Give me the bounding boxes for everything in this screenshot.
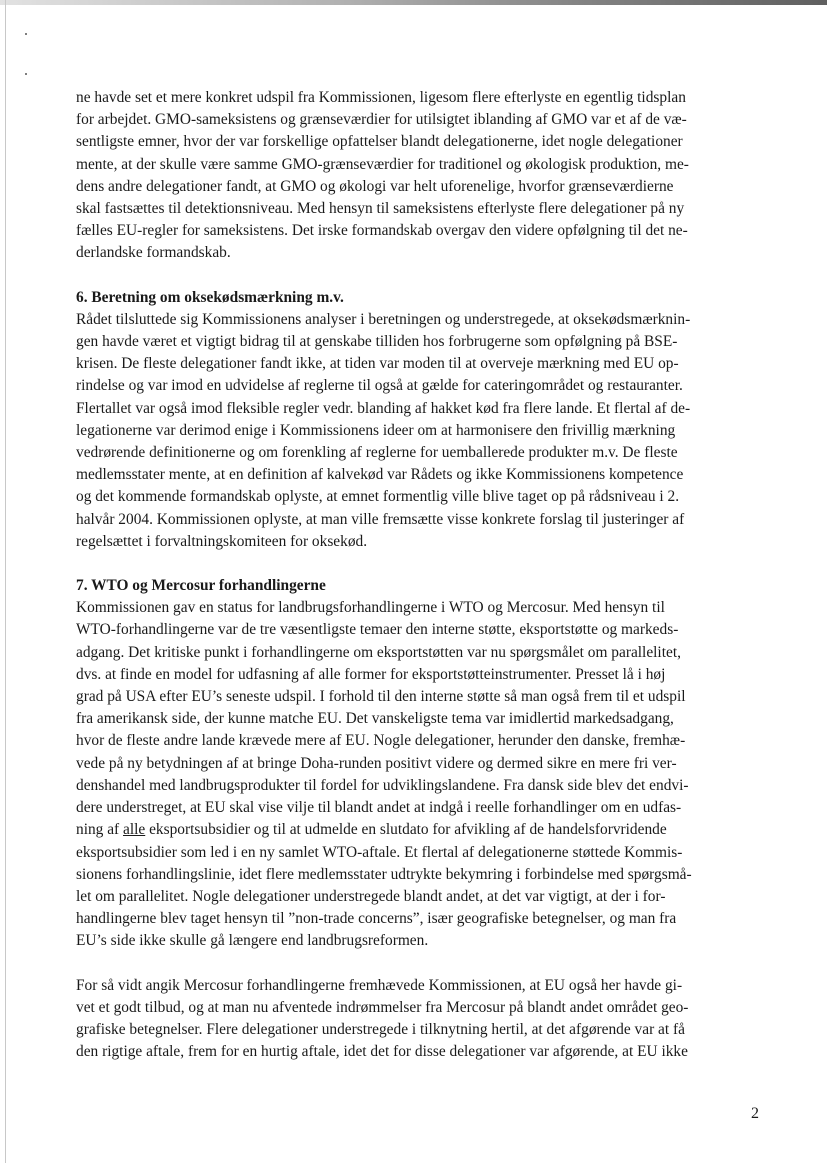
text-line: dens andre delegationer fandt, at GMO og økologi var helt uforenelige, hvorfor grænseværdierne — [76, 177, 674, 195]
text-line: Rådet tilsluttede sig Kommissionens analyser i beretningen og understregede, at oksekødsmærknin- — [76, 310, 691, 328]
underlined-word: alle — [123, 821, 146, 839]
page-number: 2 — [751, 1105, 759, 1122]
scan-border-left — [5, 0, 6, 1163]
scan-speck — [25, 73, 27, 75]
section-6-heading: 6. Beretning om oksekødsmærkning m.v. — [76, 288, 344, 306]
text-line: halvår 2004. Kommissionen oplyste, at man ville fremsætte visse konkrete forslag til justeringer af — [76, 510, 685, 528]
text-line: Flertallet var også imod fleksible regler vedr. blanding af hakket kød fra flere lande. Et flertal af de- — [76, 399, 691, 417]
text-line: vet et godt tilbud, og at man nu afventede indrømmelser fra Mercosur på blandt andet området geo- — [76, 998, 689, 1016]
text-line: grafiske betegnelser. Flere delegationer understregede i tilknytning hertil, at det afgørende var at få — [76, 1020, 685, 1038]
section-6-paragraph — [76, 309, 758, 553]
text-line: og det kommende formandskab oplyste, at emnet formentlig ville blive taget op på rådsniveau i 2. — [76, 488, 680, 506]
text-line: vedrørende definitionerne og om forenkling af reglerne for uemballerede produkter m.v. De fleste — [76, 444, 678, 462]
scan-border-top — [0, 0, 827, 5]
text-line: derlandske formandskab. — [76, 244, 231, 262]
text-line: ne havde set et mere konkret udspil fra Kommissionen, ligesom flere efterlyste en egentlig tidsplan — [76, 89, 686, 106]
text-line: dvs. at finde en model for udfasning af alle former for eksportstøtteinstrumenter. Presset lå i høj — [76, 665, 666, 683]
text-run: ning af — [76, 821, 124, 839]
section-7-heading: 7. WTO og Mercosur forhandlingerne — [76, 577, 326, 595]
text-line: Kommissionen gav en status for landbrugsforhandlingerne i WTO og Mercosur. Med hensyn til — [76, 599, 665, 617]
text-line: EU’s side ikke skulle gå længere end landbrugsreformen. — [76, 932, 429, 950]
text-line: medlemsstater mente, at en definition af kalvekød var Rådets og ikke Kommissionens kompetence — [76, 466, 684, 484]
text-line: adgang. Det kritiske punkt i forhandlingerne om eksportstøtten var nu spørgsmålet om parallelitet, — [76, 643, 681, 661]
text-line: mente, at der skulle være samme GMO-grænseværdier for traditionel og økologisk produktion, me- — [76, 155, 689, 173]
text-line: for arbejdet. GMO-sameksistens og grænseværdier for utilsigtet iblanding af GMO var et af de væ- — [76, 111, 687, 129]
text-line: sionens forhandlingslinie, idet flere medlemsstater udtrykte bekymring i forbindelse med spørgsmå- — [76, 865, 692, 883]
text-line: hvor de fleste andre lande krævede mere af EU. Nogle delegationer, herunder den danske, fremhæ- — [76, 732, 686, 750]
section-7-paragraph — [76, 597, 758, 952]
mercosur-paragraph — [76, 975, 758, 1064]
text-line: sentligste emner, hvor der var forskellige opfattelser blandt delegationerne, idet nogle delegationer — [76, 133, 683, 151]
text-line: handlingerne blev taget hensyn til ”non-trade concerns”, især geografiske betegnelser, og man fra — [76, 910, 677, 928]
text-run: eksportsubsidier og til at udmelde en slutdato for afvikling af de handelsforvridende — [145, 821, 667, 839]
text-line: denshandel med landbrugsprodukter til fordel for udviklingslandene. Fra dansk side blev det endvi- — [76, 776, 689, 794]
scan-speck — [25, 33, 27, 35]
intro-paragraph — [76, 87, 758, 265]
text-line: regelsættet i forvaltningskomiteen for oksekød. — [76, 532, 368, 550]
text-line: krisen. De fleste delegationer fandt ikke, at tiden var moden til at overveje mærkning med EU op- — [76, 355, 679, 373]
text-line: grad på USA efter EU’s seneste udspil. I forhold til den interne støtte så man også frem til et udspil — [76, 688, 686, 706]
text-line: skal fastsættes til detektionsniveau. Med hensyn til sameksistens efterlyste flere delegationer på ny — [76, 200, 685, 218]
text-line: rindelse og var imod en udvidelse af reglerne til også at gælde for cateringområdet og restauranter. — [76, 377, 683, 395]
text-line: For så vidt angik Mercosur forhandlingerne fremhævede Kommissionen, at EU også her havde gi- — [76, 976, 683, 994]
text-line: WTO-forhandlingerne var de tre væsentligste temaer den interne støtte, eksportstøtte og markeds- — [76, 621, 679, 639]
text-line: fælles EU-regler for sameksistens. Det irske formandskab overgav den videre opfølgning til det ne- — [76, 222, 688, 240]
text-line: let om parallelitet. Nogle delegationer understregede blandt andet, at det var vigtigt, at der i for- — [76, 887, 666, 905]
text-line: vede på ny betydningen af at bringe Doha-runden positivt videre og dermed sikre en mere fri ver- — [76, 754, 677, 772]
text-line: dere understreget, at EU skal vise vilje til blandt andet at indgå i reelle forhandlinger om en udfas- — [76, 799, 682, 817]
text-line: legationerne var derimod enige i Kommissionens ideer om at harmonisere den frivillig mærkning — [76, 421, 676, 439]
text-line: gen havde været et vigtigt bidrag til at genskabe tilliden hos forbrugerne som opfølgning på BSE- — [76, 333, 678, 351]
text-line: den rigtige aftale, frem for en hurtig aftale, idet det for disse delegationer var afgørende, at EU ikke — [76, 1043, 688, 1061]
text-line: eksportsubsidier som led i en ny samlet WTO-aftale. Et flertal af delegationerne støttede Kommis- — [76, 843, 683, 861]
document-body — [76, 87, 758, 1063]
text-line: fra amerikansk side, der kunne matche EU. Det vanskeligste tema var imidlertid markedsadgang, — [76, 710, 674, 728]
text-line-underlined — [76, 819, 758, 841]
